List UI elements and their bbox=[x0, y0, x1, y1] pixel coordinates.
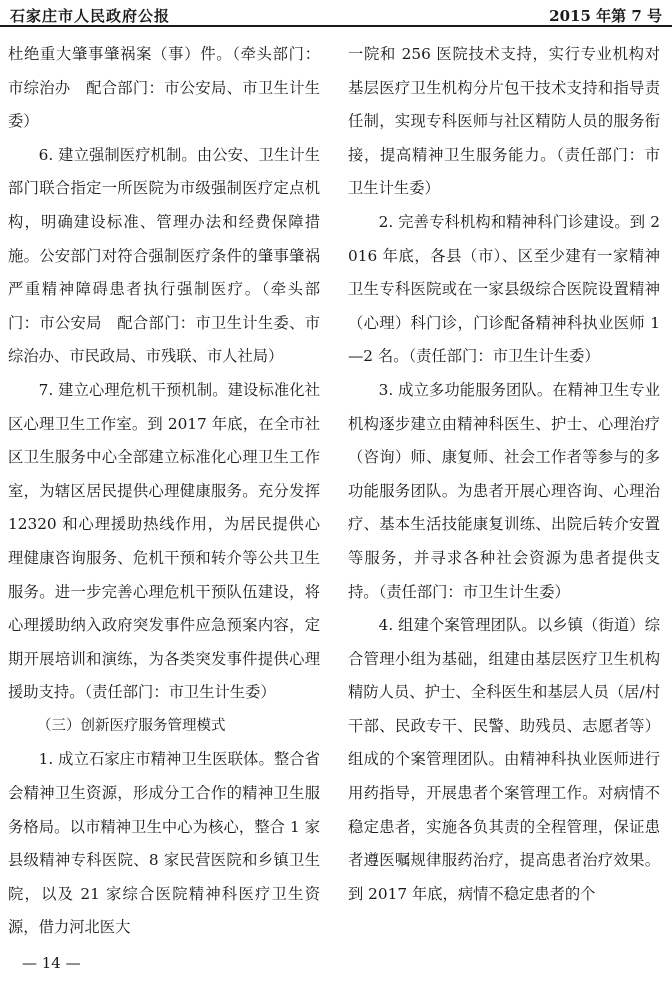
paragraph: 6. 建立强制医疗机制。由公安、卫生计生部门联合指定一所医院为市级强制医疗定点机构，明确建设标准、管理办法和经费保障措施。公安部门对符合强制医疗条件的肇事肇祸严重精神障碍患者执行强制医疗。（牵头部门：市公安局 配合部门：市卫生计生委、市综治办、市民政局、市残联、市人社局） bbox=[8, 145, 320, 366]
page-header bbox=[0, 0, 672, 30]
paragraph: 7. 建立心理危机干预机制。建设标准化社区心理卫生工作室。到 2017 年底，在全市社区卫生服务中心全部建立标准化心理卫生工作室，为辖区居民提供心理健康服务。充分发挥 12320 和心理援助热线作用，为居民提供心理健康咨询服务、危机干预和转介等公共卫生服务。进一步完善心理危机干预队伍建设，将心理援助纳入政府突发事件应急预案内容，定期开展培训和演练，为各类突发事件提供心理援助支持。（责任部门：市卫生计生委） bbox=[8, 380, 320, 702]
paragraph: 2. 完善专科机构和精神科门诊建设。到 2016 年底，各县（市）、区至少建有一家精神卫生专科医院或在一家县级综合医院设置精神（心理）科门诊，门诊配备精神科执业医师 1—2 名。（责任部门：市卫生计生委） bbox=[348, 212, 660, 366]
header-rule bbox=[0, 25, 672, 27]
right-column bbox=[348, 38, 660, 911]
paragraph: 3. 成立多功能服务团队。在精神卫生专业机构逐步建立由精神科医生、护士、心理治疗（咨询）师、康复师、社会工作者等参与的多功能服务团队。为患者开展心理咨询、心理治疗、基本生活技能康复训练、出院后转介安置等服务，并寻求各种社会资源为患者提供支持。（责任部门：市卫生计生委） bbox=[348, 380, 660, 601]
left-column bbox=[8, 38, 320, 945]
section-heading: （三）创新医疗服务管理模式 bbox=[37, 717, 226, 734]
paragraph: 4. 组建个案管理团队。以乡镇（街道）综合管理小组为基础，组建由基层医疗卫生机构精防人员、护士、全科医生和基层人员（居/村干部、民政专干、民警、助残员、志愿者等）组成的个案管理团队。由精神科执业医师进行用药指导，开展患者个案管理工作。对病情不稳定患者，实施各负其责的全程管理，保证患者遵医嘱规律服药治疗，提高患者治疗效果。到 2017 年底，病情不稳定患者的个 bbox=[348, 616, 660, 903]
issue-number: 2015 年第 7 号 bbox=[549, 7, 662, 25]
page-number: — 14 — bbox=[22, 954, 81, 972]
paragraph: 1. 成立石家庄市精神卫生医联体。整合省会精神卫生资源，形成分工合作的精神卫生服务格局。以市精神卫生中心为核心，整合 1 家县级精神专科医院、8 家民营医院和乡镇卫生院，以及 21 家综合医院精神科医疗卫生资源，借力河北医大 bbox=[8, 750, 320, 937]
publication-title: 石家庄市人民政府公报 bbox=[10, 7, 171, 25]
paragraph: 一院和 256 医院技术支持，实行专业机构对基层医疗卫生机构分片包干技术支持和指导责任制，实现专科医师与社区精防人员的服务衔接，提高精神卫生服务能力。（责任部门：市卫生计生委） bbox=[348, 45, 660, 198]
paragraph: 杜绝重大肇事肇祸案（事）件。（牵头部门：市综治办 配合部门：市公安局、市卫生计生委） bbox=[8, 45, 320, 131]
